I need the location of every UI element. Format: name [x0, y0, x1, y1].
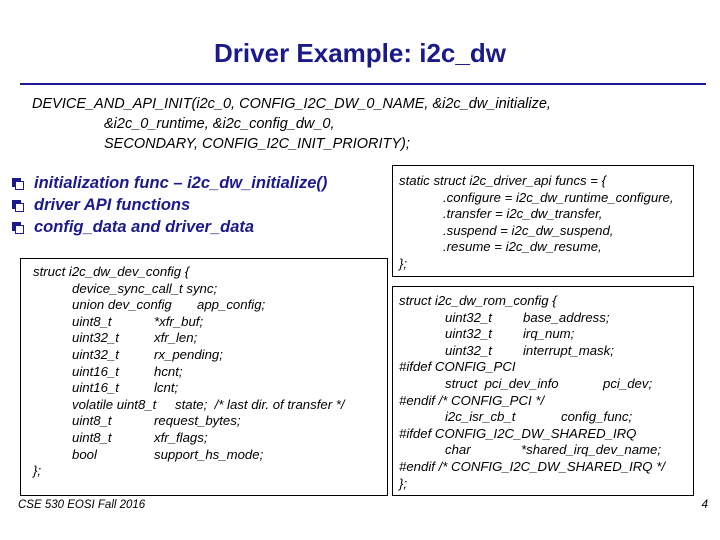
- field-type: uint8_t: [72, 413, 112, 429]
- code-line: [399, 376, 693, 393]
- device-init-macro: [32, 94, 551, 154]
- code-line: .resume = i2c_dw_resume,: [443, 239, 602, 255]
- field-name: lcnt;: [154, 380, 179, 396]
- code-line: [33, 314, 387, 331]
- code-line: [33, 380, 387, 397]
- code-text: uint32_t: [445, 309, 492, 325]
- code-line: struct i2c_dw_rom_config {: [399, 293, 557, 308]
- code-line: static struct i2c_driver_api funcs = {: [399, 173, 607, 188]
- code-line: };: [399, 475, 408, 491]
- bullet-item: [12, 172, 392, 194]
- field-name: hcnt;: [154, 363, 183, 379]
- code-line: [399, 326, 693, 343]
- code-text: #ifdef CONFIG_PCI: [399, 359, 516, 375]
- square-bullet-icon: [12, 178, 23, 189]
- code-line: [399, 409, 693, 426]
- code-line: [399, 359, 693, 376]
- code-text: #ifdef CONFIG_I2C_DW_SHARED_IRQ: [399, 425, 637, 441]
- field-name: rx_pending;: [154, 346, 223, 362]
- square-bullet-icon: [12, 222, 23, 233]
- dev-config-code-box: [20, 258, 388, 496]
- code-text: pci_dev;: [603, 375, 653, 391]
- code-line: [399, 343, 693, 360]
- code-line: [33, 347, 387, 364]
- field-name: state; /* last dir. of transfer */: [175, 396, 345, 412]
- code-line: [399, 459, 693, 476]
- code-text: #endif /* CONFIG_PCI */: [399, 392, 545, 408]
- code-line: [33, 397, 387, 414]
- code-line: [33, 281, 387, 298]
- code-line: [33, 447, 387, 464]
- field-type: uint32_t: [72, 330, 119, 346]
- field-name: request_bytes;: [154, 413, 241, 429]
- code-line: [399, 310, 693, 327]
- code-text: uint32_t: [445, 342, 492, 358]
- rom-config-lines: [399, 310, 693, 476]
- field-type: uint8_t: [72, 313, 112, 329]
- macro-line: DEVICE_AND_API_INIT(i2c_0, CONFIG_I2C_DW_0_NAME, &i2c_dw_initialize,: [32, 96, 551, 112]
- code-line: [399, 442, 693, 459]
- field-name: xfr_flags;: [154, 429, 208, 445]
- rom-config-code-box: [392, 286, 694, 496]
- code-line: struct i2c_dw_dev_config {: [33, 264, 190, 279]
- bullet-text: driver API functions: [34, 195, 191, 214]
- code-text: uint32_t: [445, 326, 492, 342]
- driver-api-code-box: [392, 165, 694, 277]
- field-name: xfr_len;: [154, 330, 198, 346]
- code-line: .transfer = i2c_dw_transfer,: [443, 206, 603, 222]
- field-type: uint8_t: [72, 429, 112, 445]
- bullet-text: config_data and driver_data: [34, 217, 255, 236]
- field-type: uint16_t: [72, 380, 119, 396]
- footer-course: CSE 530 EOSI Fall 2016: [18, 499, 146, 511]
- code-text: #endif /* CONFIG_I2C_DW_SHARED_IRQ */: [399, 458, 666, 474]
- field-type: device_sync_call_t sync;: [72, 280, 218, 296]
- macro-line: SECONDARY, CONFIG_I2C_INIT_PRIORITY);: [104, 136, 410, 152]
- field-type: uint32_t: [72, 346, 119, 362]
- code-line: .configure = i2c_dw_runtime_configure,: [443, 189, 674, 205]
- page-number: 4: [701, 499, 708, 511]
- code-line: [399, 426, 693, 443]
- dev-config-fields: [33, 281, 387, 464]
- code-text: *shared_irq_dev_name;: [521, 442, 662, 458]
- bullet-item: [12, 194, 392, 216]
- bullet-text: initialization func – i2c_dw_initialize(): [34, 173, 328, 192]
- code-line: [33, 297, 387, 314]
- slide-title: Driver Example: i2c_dw: [214, 38, 506, 68]
- bullet-item: [12, 216, 392, 238]
- field-type: uint16_t: [72, 363, 119, 379]
- code-text: base_address;: [523, 309, 610, 325]
- code-line: [33, 430, 387, 447]
- code-text: char: [445, 442, 471, 458]
- macro-line: &i2c_0_runtime, &i2c_config_dw_0,: [104, 116, 335, 132]
- field-name: *xfr_buf;: [154, 313, 204, 329]
- code-line: [399, 393, 693, 410]
- field-type: union dev_config: [72, 297, 172, 313]
- code-text: interrupt_mask;: [523, 342, 614, 358]
- code-line: };: [399, 255, 408, 271]
- title-divider: [20, 83, 706, 85]
- code-line: .suspend = i2c_dw_suspend,: [443, 222, 614, 238]
- square-bullet-icon: [12, 200, 23, 211]
- code-line: [33, 330, 387, 347]
- code-text: struct pci_dev_info: [445, 375, 559, 391]
- code-text: i2c_isr_cb_t: [445, 409, 516, 425]
- code-line: [33, 413, 387, 430]
- code-line: };: [33, 463, 42, 479]
- field-name: support_hs_mode;: [154, 446, 264, 462]
- code-text: irq_num;: [523, 326, 575, 342]
- field-type: bool: [72, 446, 97, 462]
- code-text: config_func;: [561, 409, 633, 425]
- bullet-list: [12, 172, 392, 238]
- field-name: app_config;: [197, 297, 266, 313]
- field-type: volatile uint8_t: [72, 396, 157, 412]
- code-line: [33, 364, 387, 381]
